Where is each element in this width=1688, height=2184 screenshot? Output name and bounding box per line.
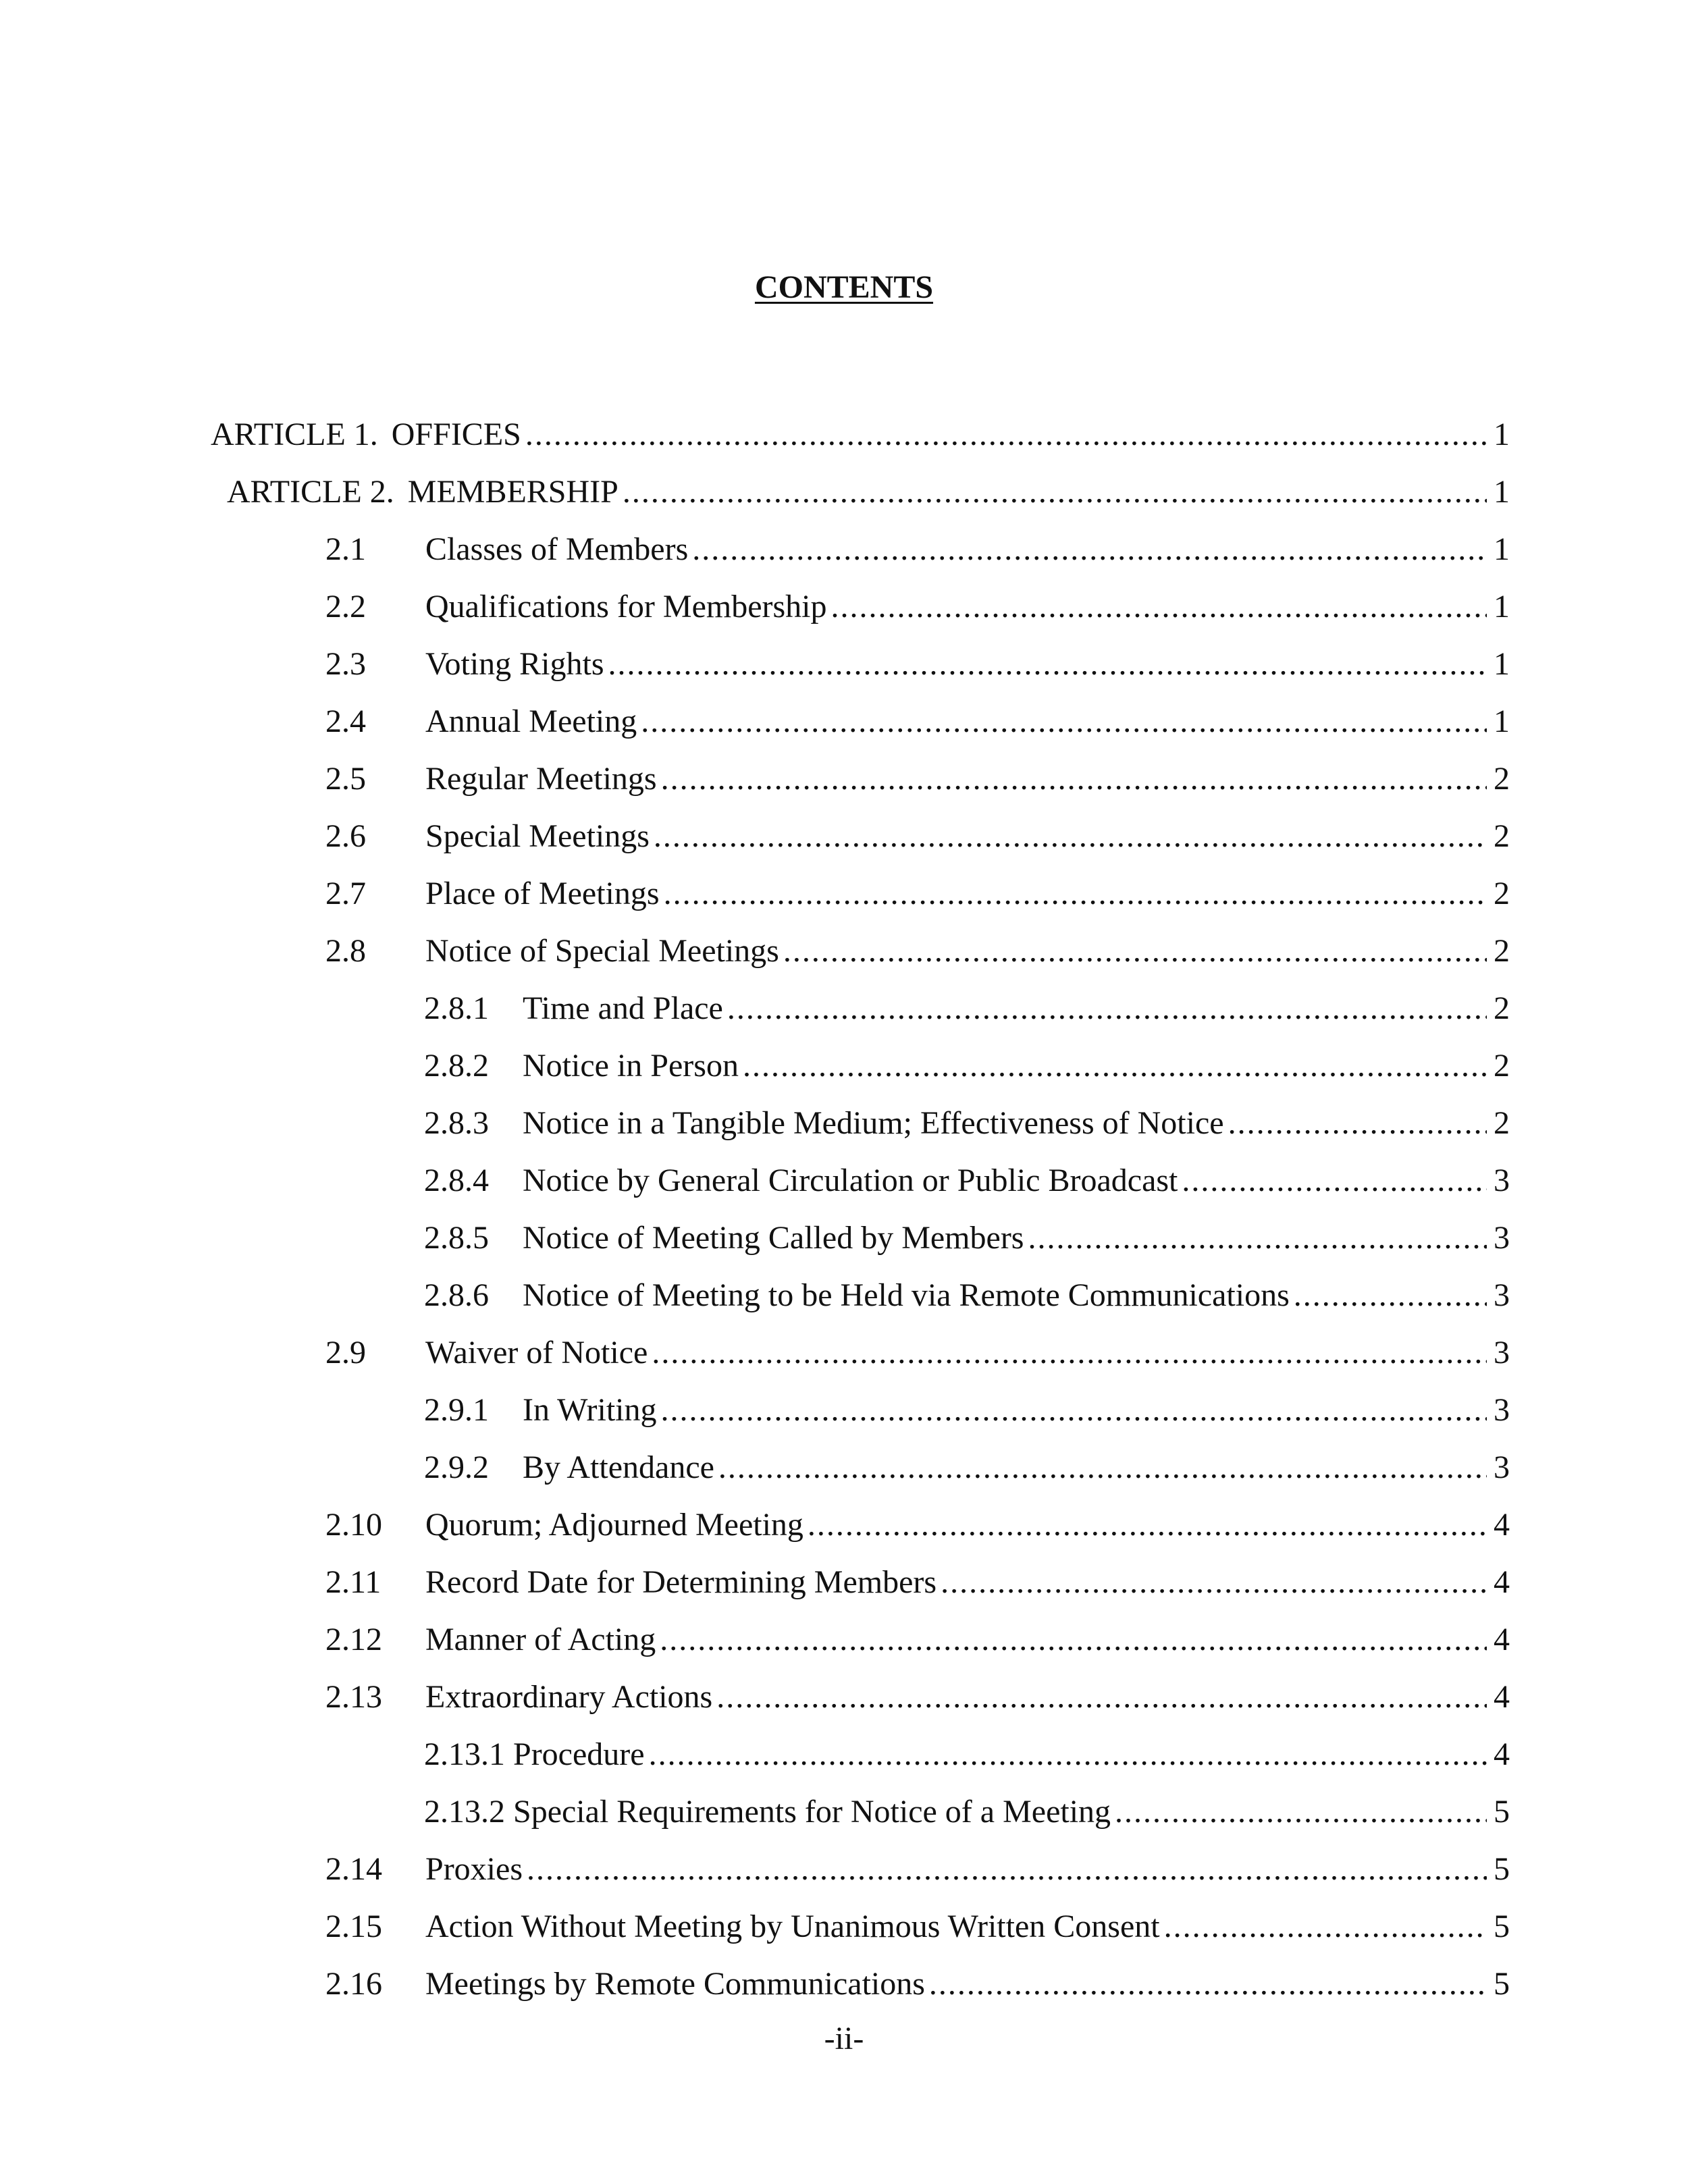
- toc-entry-page: 1: [1494, 646, 1510, 682]
- footer-page-number: -ii-: [824, 2021, 864, 2056]
- toc-entry-number: 2.8.1: [424, 990, 489, 1026]
- toc-entry-page: 2: [1494, 818, 1510, 854]
- toc-leader-dots: [808, 1503, 1487, 1547]
- toc-entry[interactable]: [424, 1102, 1510, 1145]
- toc-entry-number: 2.8.4: [424, 1163, 489, 1198]
- toc-entry-article-1[interactable]: [211, 413, 1510, 456]
- page-title: CONTENTS: [754, 269, 934, 305]
- toc-entry-title: Notice in Person: [523, 1048, 739, 1084]
- toc-leader-dots: [641, 700, 1487, 743]
- toc-leader-dots: [831, 585, 1487, 629]
- toc-entry-title: Procedure: [513, 1736, 645, 1772]
- toc-entry-page: 1: [1494, 417, 1510, 452]
- toc-entry[interactable]: [325, 872, 1510, 915]
- toc-entry[interactable]: [325, 1905, 1510, 1948]
- toc-entry-title: MEMBERSHIP: [407, 474, 618, 510]
- toc-entry-number: 2.13: [325, 1679, 382, 1715]
- toc-entry-number: 2.14: [325, 1851, 382, 1887]
- toc-entry-number: 2.2: [325, 589, 366, 624]
- toc-entry-title: Qualifications for Membership: [425, 589, 827, 624]
- toc-entry-number: 2.9: [325, 1335, 366, 1370]
- toc-entry-page: 3: [1494, 1220, 1510, 1256]
- toc-entry-page: 1: [1494, 703, 1510, 739]
- toc-leader-dots: [1115, 1790, 1487, 1834]
- toc-entry-number: ARTICLE 2.: [227, 474, 394, 510]
- toc-entry[interactable]: [325, 1618, 1510, 1661]
- toc-entry[interactable]: [325, 1331, 1510, 1375]
- toc-entry-number: 2.5: [325, 761, 366, 797]
- toc-entry-page: 2: [1494, 990, 1510, 1026]
- toc-entry-page: 4: [1494, 1507, 1510, 1543]
- toc-leader-dots: [1228, 1102, 1487, 1145]
- toc-entry-title: Annual Meeting: [425, 703, 637, 739]
- toc-entry[interactable]: [424, 1446, 1510, 1489]
- toc-leader-dots: [623, 471, 1487, 514]
- toc-entry-title: OFFICES: [391, 417, 521, 452]
- toc-entry-title: Time and Place: [523, 990, 723, 1026]
- toc-entry[interactable]: [325, 1503, 1510, 1547]
- toc-leader-dots: [525, 413, 1487, 456]
- toc-entry-page: 3: [1494, 1335, 1510, 1370]
- toc-entry[interactable]: [325, 1848, 1510, 1891]
- toc-entry-page: 3: [1494, 1163, 1510, 1198]
- toc-entry-number: 2.4: [325, 703, 366, 739]
- toc-entry-page: 3: [1494, 1449, 1510, 1485]
- toc-leader-dots: [743, 1044, 1487, 1088]
- toc-entry[interactable]: [424, 1159, 1510, 1202]
- toc-entry-title: Special Meetings: [425, 818, 650, 854]
- toc-entry-title: Record Date for Determining Members: [425, 1564, 937, 1600]
- toc-entry-number: 2.11: [325, 1564, 381, 1600]
- toc-leader-dots: [727, 987, 1487, 1030]
- toc-leader-dots: [1294, 1274, 1487, 1317]
- toc-entry[interactable]: [325, 528, 1510, 571]
- toc-leader-dots: [527, 1848, 1487, 1891]
- toc-entry[interactable]: [325, 930, 1510, 973]
- toc-entry[interactable]: [325, 1676, 1510, 1719]
- toc-entry-page: 2: [1494, 876, 1510, 911]
- toc-entry-page: 2: [1494, 1048, 1510, 1084]
- toc-leader-dots: [654, 815, 1487, 858]
- toc-leader-dots: [1164, 1905, 1487, 1948]
- toc-entry-title: In Writing: [523, 1392, 657, 1428]
- toc-entry[interactable]: [325, 585, 1510, 629]
- toc-entry-title: Place of Meetings: [425, 876, 660, 911]
- toc-entry-title: Waiver of Notice: [425, 1335, 648, 1370]
- toc-leader-dots: [661, 757, 1487, 801]
- toc-entry-page: 4: [1494, 1564, 1510, 1600]
- toc-entry[interactable]: [424, 1790, 1510, 1834]
- toc-entry-title: Notice in a Tangible Medium; Effectiveness of Notice: [523, 1105, 1224, 1141]
- toc-entry[interactable]: [325, 1963, 1510, 2006]
- toc-entry-number: ARTICLE 1.: [211, 417, 378, 452]
- toc-leader-dots: [1182, 1159, 1487, 1202]
- toc-leader-dots: [1028, 1217, 1487, 1260]
- toc-entry-number: 2.16: [325, 1966, 382, 2002]
- toc-entry-page: 2: [1494, 933, 1510, 969]
- toc-entry[interactable]: [325, 757, 1510, 801]
- toc-entry-title: Meetings by Remote Communications: [425, 1966, 925, 2002]
- toc-leader-dots: [783, 930, 1487, 973]
- toc-entry-title: Regular Meetings: [425, 761, 657, 797]
- toc-entry-title: Notice of Special Meetings: [425, 933, 779, 969]
- toc-entry-title: Notice by General Circulation or Public Broadcast: [523, 1163, 1178, 1198]
- toc-entry[interactable]: [424, 1733, 1510, 1776]
- toc-entry-title: Notice of Meeting Called by Members: [523, 1220, 1024, 1256]
- toc-entry-number: 2.8.3: [424, 1105, 489, 1141]
- toc-entry[interactable]: [325, 700, 1510, 743]
- toc-leader-dots: [718, 1446, 1487, 1489]
- toc-entry-page: 4: [1494, 1679, 1510, 1715]
- toc-leader-dots: [692, 528, 1487, 571]
- toc-entry[interactable]: [424, 1274, 1510, 1317]
- toc-entry-number: 2.3: [325, 646, 366, 682]
- toc-leader-dots: [649, 1733, 1487, 1776]
- toc-entry-page: 1: [1494, 589, 1510, 624]
- toc-entry-title: Extraordinary Actions: [425, 1679, 713, 1715]
- toc-entry[interactable]: [424, 1389, 1510, 1432]
- toc-entry[interactable]: [424, 987, 1510, 1030]
- toc-entry-page: 3: [1494, 1392, 1510, 1428]
- toc-entry[interactable]: [325, 643, 1510, 686]
- toc-entry-number: 2.13.1: [424, 1736, 505, 1772]
- toc-entry-number: 2.8: [325, 933, 366, 969]
- toc-entry-number: 2.9.2: [424, 1449, 489, 1485]
- toc-leader-dots: [661, 1389, 1487, 1432]
- toc-leader-dots: [608, 643, 1487, 686]
- toc-entry-page: 2: [1494, 1105, 1510, 1141]
- toc-entry[interactable]: [325, 1561, 1510, 1604]
- toc-entry-title: By Attendance: [523, 1449, 714, 1485]
- toc-entry-number: 2.7: [325, 876, 366, 911]
- toc-entry-page: 4: [1494, 1736, 1510, 1772]
- toc-entry-number: 2.10: [325, 1507, 382, 1543]
- toc-entry-number: 2.8.5: [424, 1220, 489, 1256]
- toc-entry-page: 5: [1494, 1909, 1510, 1944]
- toc-leader-dots: [652, 1331, 1487, 1375]
- toc-entry-page: 2: [1494, 761, 1510, 797]
- toc-entry-page: 5: [1494, 1794, 1510, 1830]
- toc-entry-number: 2.8.6: [424, 1277, 489, 1313]
- toc-entry-title: Voting Rights: [425, 646, 604, 682]
- toc-entry[interactable]: [325, 815, 1510, 858]
- toc-entry-number: 2.6: [325, 818, 366, 854]
- toc-entry-page: 1: [1494, 474, 1510, 510]
- toc-entry-number: 2.9.1: [424, 1392, 489, 1428]
- toc-leader-dots: [929, 1963, 1487, 2006]
- toc-leader-dots: [941, 1561, 1487, 1604]
- toc-entry-page: 5: [1494, 1851, 1510, 1887]
- toc-entry-title: Notice of Meeting to be Held via Remote Communications: [523, 1277, 1290, 1313]
- toc-entry-page: 4: [1494, 1622, 1510, 1657]
- toc-entry-page: 5: [1494, 1966, 1510, 2002]
- toc-entry-number: 2.8.2: [424, 1048, 489, 1084]
- toc-entry-article-2[interactable]: [227, 471, 1510, 514]
- toc-entry-number: 2.13.2: [424, 1794, 505, 1830]
- toc-entry-number: 2.15: [325, 1909, 382, 1944]
- toc-leader-dots: [660, 1618, 1487, 1661]
- toc-entry[interactable]: [424, 1044, 1510, 1088]
- toc-entry-page: 3: [1494, 1277, 1510, 1313]
- toc-leader-dots: [716, 1676, 1487, 1719]
- toc-leader-dots: [664, 872, 1487, 915]
- toc-entry[interactable]: [424, 1217, 1510, 1260]
- toc-entry-title: Manner of Acting: [425, 1622, 656, 1657]
- toc-entry-title: Action Without Meeting by Unanimous Written Consent: [425, 1909, 1160, 1944]
- toc-entry-number: 2.1: [325, 531, 366, 567]
- toc-entry-title: Proxies: [425, 1851, 523, 1887]
- toc-entry-title: Classes of Members: [425, 531, 689, 567]
- toc-entry-number: 2.12: [325, 1622, 382, 1657]
- toc-entry-page: 1: [1494, 531, 1510, 567]
- toc-entry-title: Quorum; Adjourned Meeting: [425, 1507, 803, 1543]
- toc-entry-title: Special Requirements for Notice of a Meeting: [513, 1794, 1111, 1830]
